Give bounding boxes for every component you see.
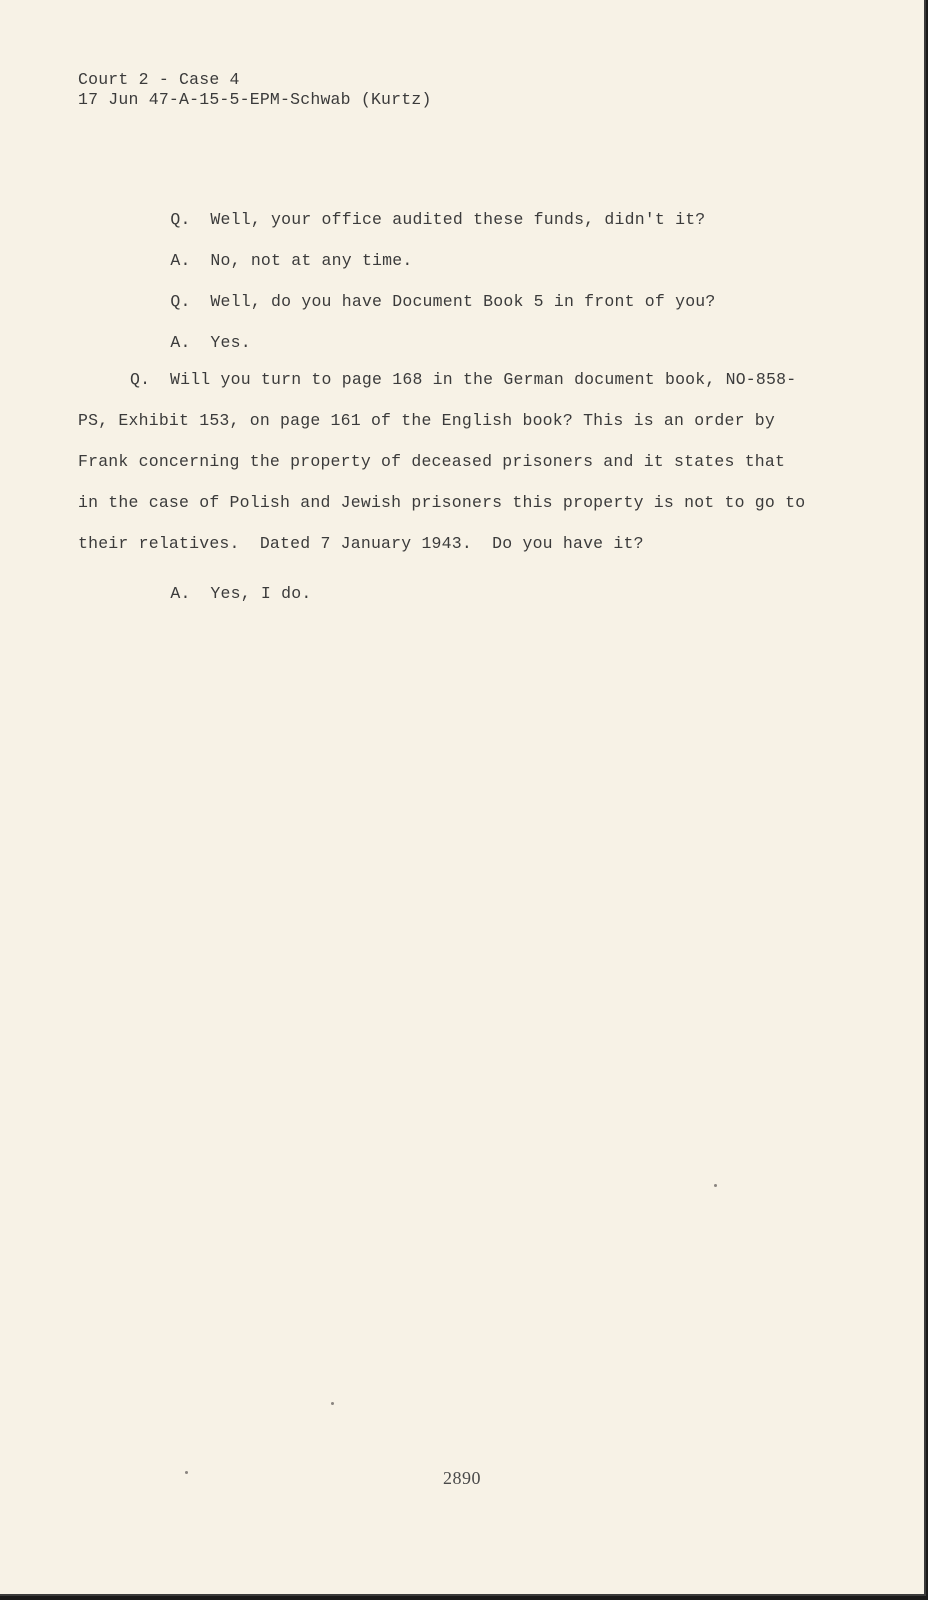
exchange-text: Yes, I do. bbox=[210, 584, 312, 603]
paragraph-line: PS, Exhibit 153, on page 161 of the English book? This is an order by bbox=[78, 411, 776, 430]
session-line: 17 Jun 47-A-15-5-EPM-Schwab (Kurtz) bbox=[78, 90, 432, 109]
paper-speck bbox=[714, 1184, 717, 1187]
speaker-mark: A. bbox=[170, 333, 191, 352]
paper-speck bbox=[331, 1402, 334, 1405]
paragraph-line: in the case of Polish and Jewish prisoners this property is not to go to bbox=[78, 493, 806, 512]
case-line: Court 2 - Case 4 bbox=[78, 70, 240, 89]
long-question-paragraph bbox=[78, 359, 838, 564]
paper-speck bbox=[185, 1471, 188, 1474]
exchange-text: Well, your office audited these funds, didn't it? bbox=[210, 210, 706, 229]
paragraph-line: their relatives. Dated 7 January 1943. Do you have it? bbox=[78, 534, 644, 553]
exchange-text: No, not at any time. bbox=[210, 251, 413, 270]
speaker-mark: Q. bbox=[170, 292, 191, 311]
exchange-text: Yes. bbox=[210, 333, 251, 352]
paragraph-line: Frank concerning the property of deceased prisoners and it states that bbox=[78, 452, 786, 471]
final-answer bbox=[130, 564, 311, 624]
speaker-mark: A. bbox=[170, 584, 191, 603]
paragraph-line: Q. Will you turn to page 168 in the German document book, NO-858- bbox=[78, 359, 838, 400]
page-number: 2890 bbox=[443, 1468, 481, 1488]
speaker-mark: Q. bbox=[130, 370, 151, 389]
exchange-text: Well, do you have Document Book 5 in front of you? bbox=[210, 292, 716, 311]
speaker-mark: Q. bbox=[170, 210, 191, 229]
document-header bbox=[78, 70, 432, 110]
speaker-mark: A. bbox=[170, 251, 191, 270]
